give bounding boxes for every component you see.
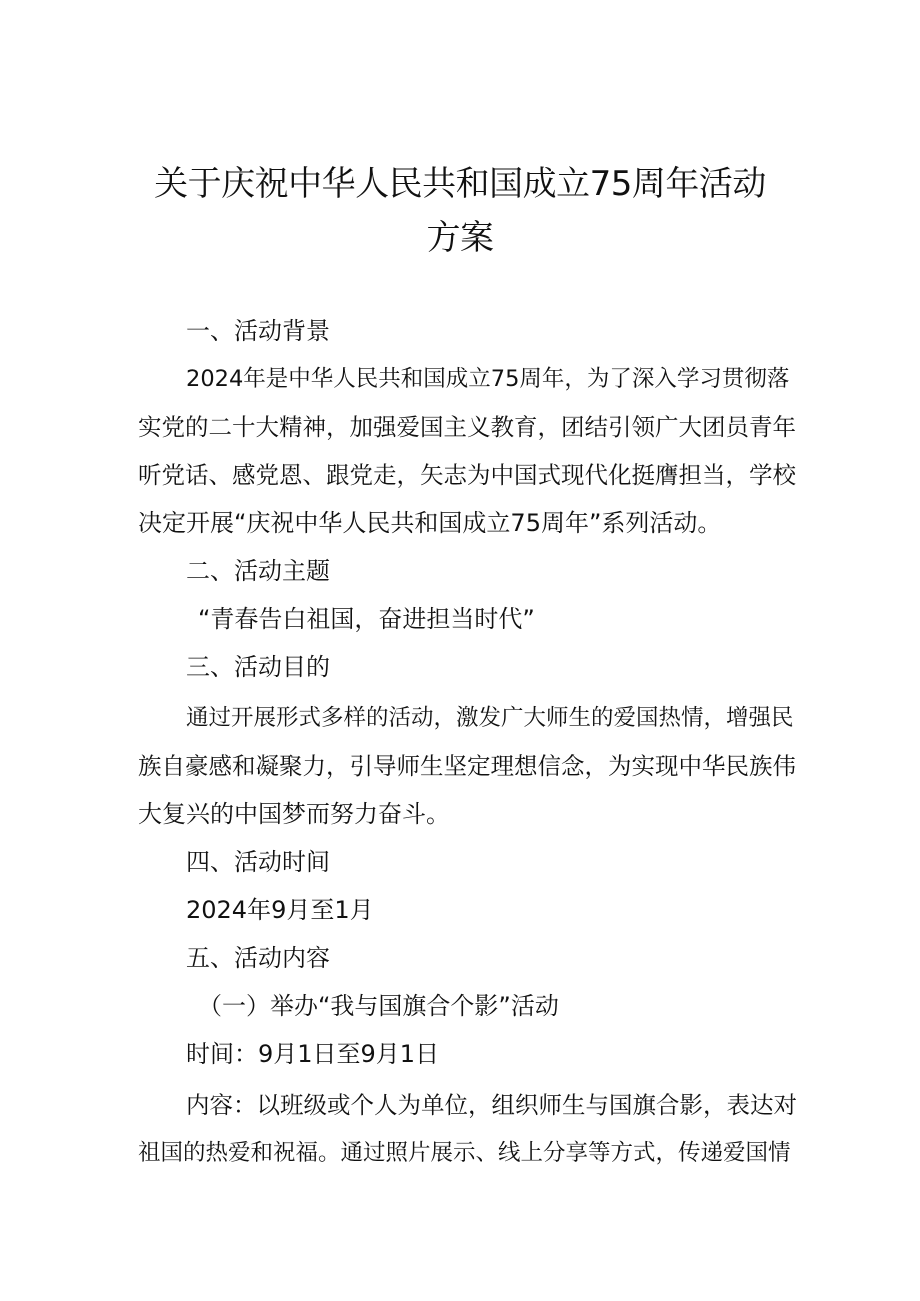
paragraph-line: 大复兴的中国梦而努力奋斗。 xyxy=(138,800,450,828)
paragraph-line: 祖国的热爱和祝福。通过照片展示、线上分享等方式，传递爱国情 xyxy=(138,1140,791,1166)
document-title-line-2: 方案 xyxy=(426,218,494,258)
paragraph-line: 决定开展“庆祝中华人民共和国成立75周年”系列活动。 xyxy=(138,509,722,537)
paragraph-line: 通过开展形式多样的活动，激发广大师生的爱国热情，增强民 xyxy=(186,705,794,731)
subsection-heading: （一）举办“我与国旗合个影”活动 xyxy=(198,992,559,1020)
document-title-line-1: 关于庆祝中华人民共和国成立75周年活动 xyxy=(154,164,766,204)
section-heading-time: 四、活动时间 xyxy=(186,848,330,876)
subsection-time: 时间：9月1日至9月1日 xyxy=(186,1040,440,1068)
section-heading-purpose: 三、活动目的 xyxy=(186,653,330,681)
paragraph-line: 2024年是中华人民共和国成立75周年，为了深入学习贯彻落 xyxy=(186,366,790,392)
paragraph-line: 实党的二十大精神，加强爱国主义教育，团结引领广大团员青年 xyxy=(138,413,796,441)
section-heading-content: 五、活动内容 xyxy=(186,944,330,972)
section-heading-theme: 二、活动主题 xyxy=(186,557,330,585)
paragraph-line: 听党话、感党恩、跟党走，矢志为中国式现代化挺膺担当，学校 xyxy=(138,461,796,489)
activity-time-value: 2024年9月至1月 xyxy=(186,896,374,924)
theme-quote: “青春告白祖国，奋进担当时代” xyxy=(198,605,535,633)
section-heading-background: 一、活动背景 xyxy=(186,317,330,345)
paragraph-line: 内容：以班级或个人为单位，组织师生与国旗合影，表达对 xyxy=(186,1091,797,1119)
paragraph-line: 族自豪感和凝聚力，引导师生坚定理想信念，为实现中华民族伟 xyxy=(138,752,796,780)
